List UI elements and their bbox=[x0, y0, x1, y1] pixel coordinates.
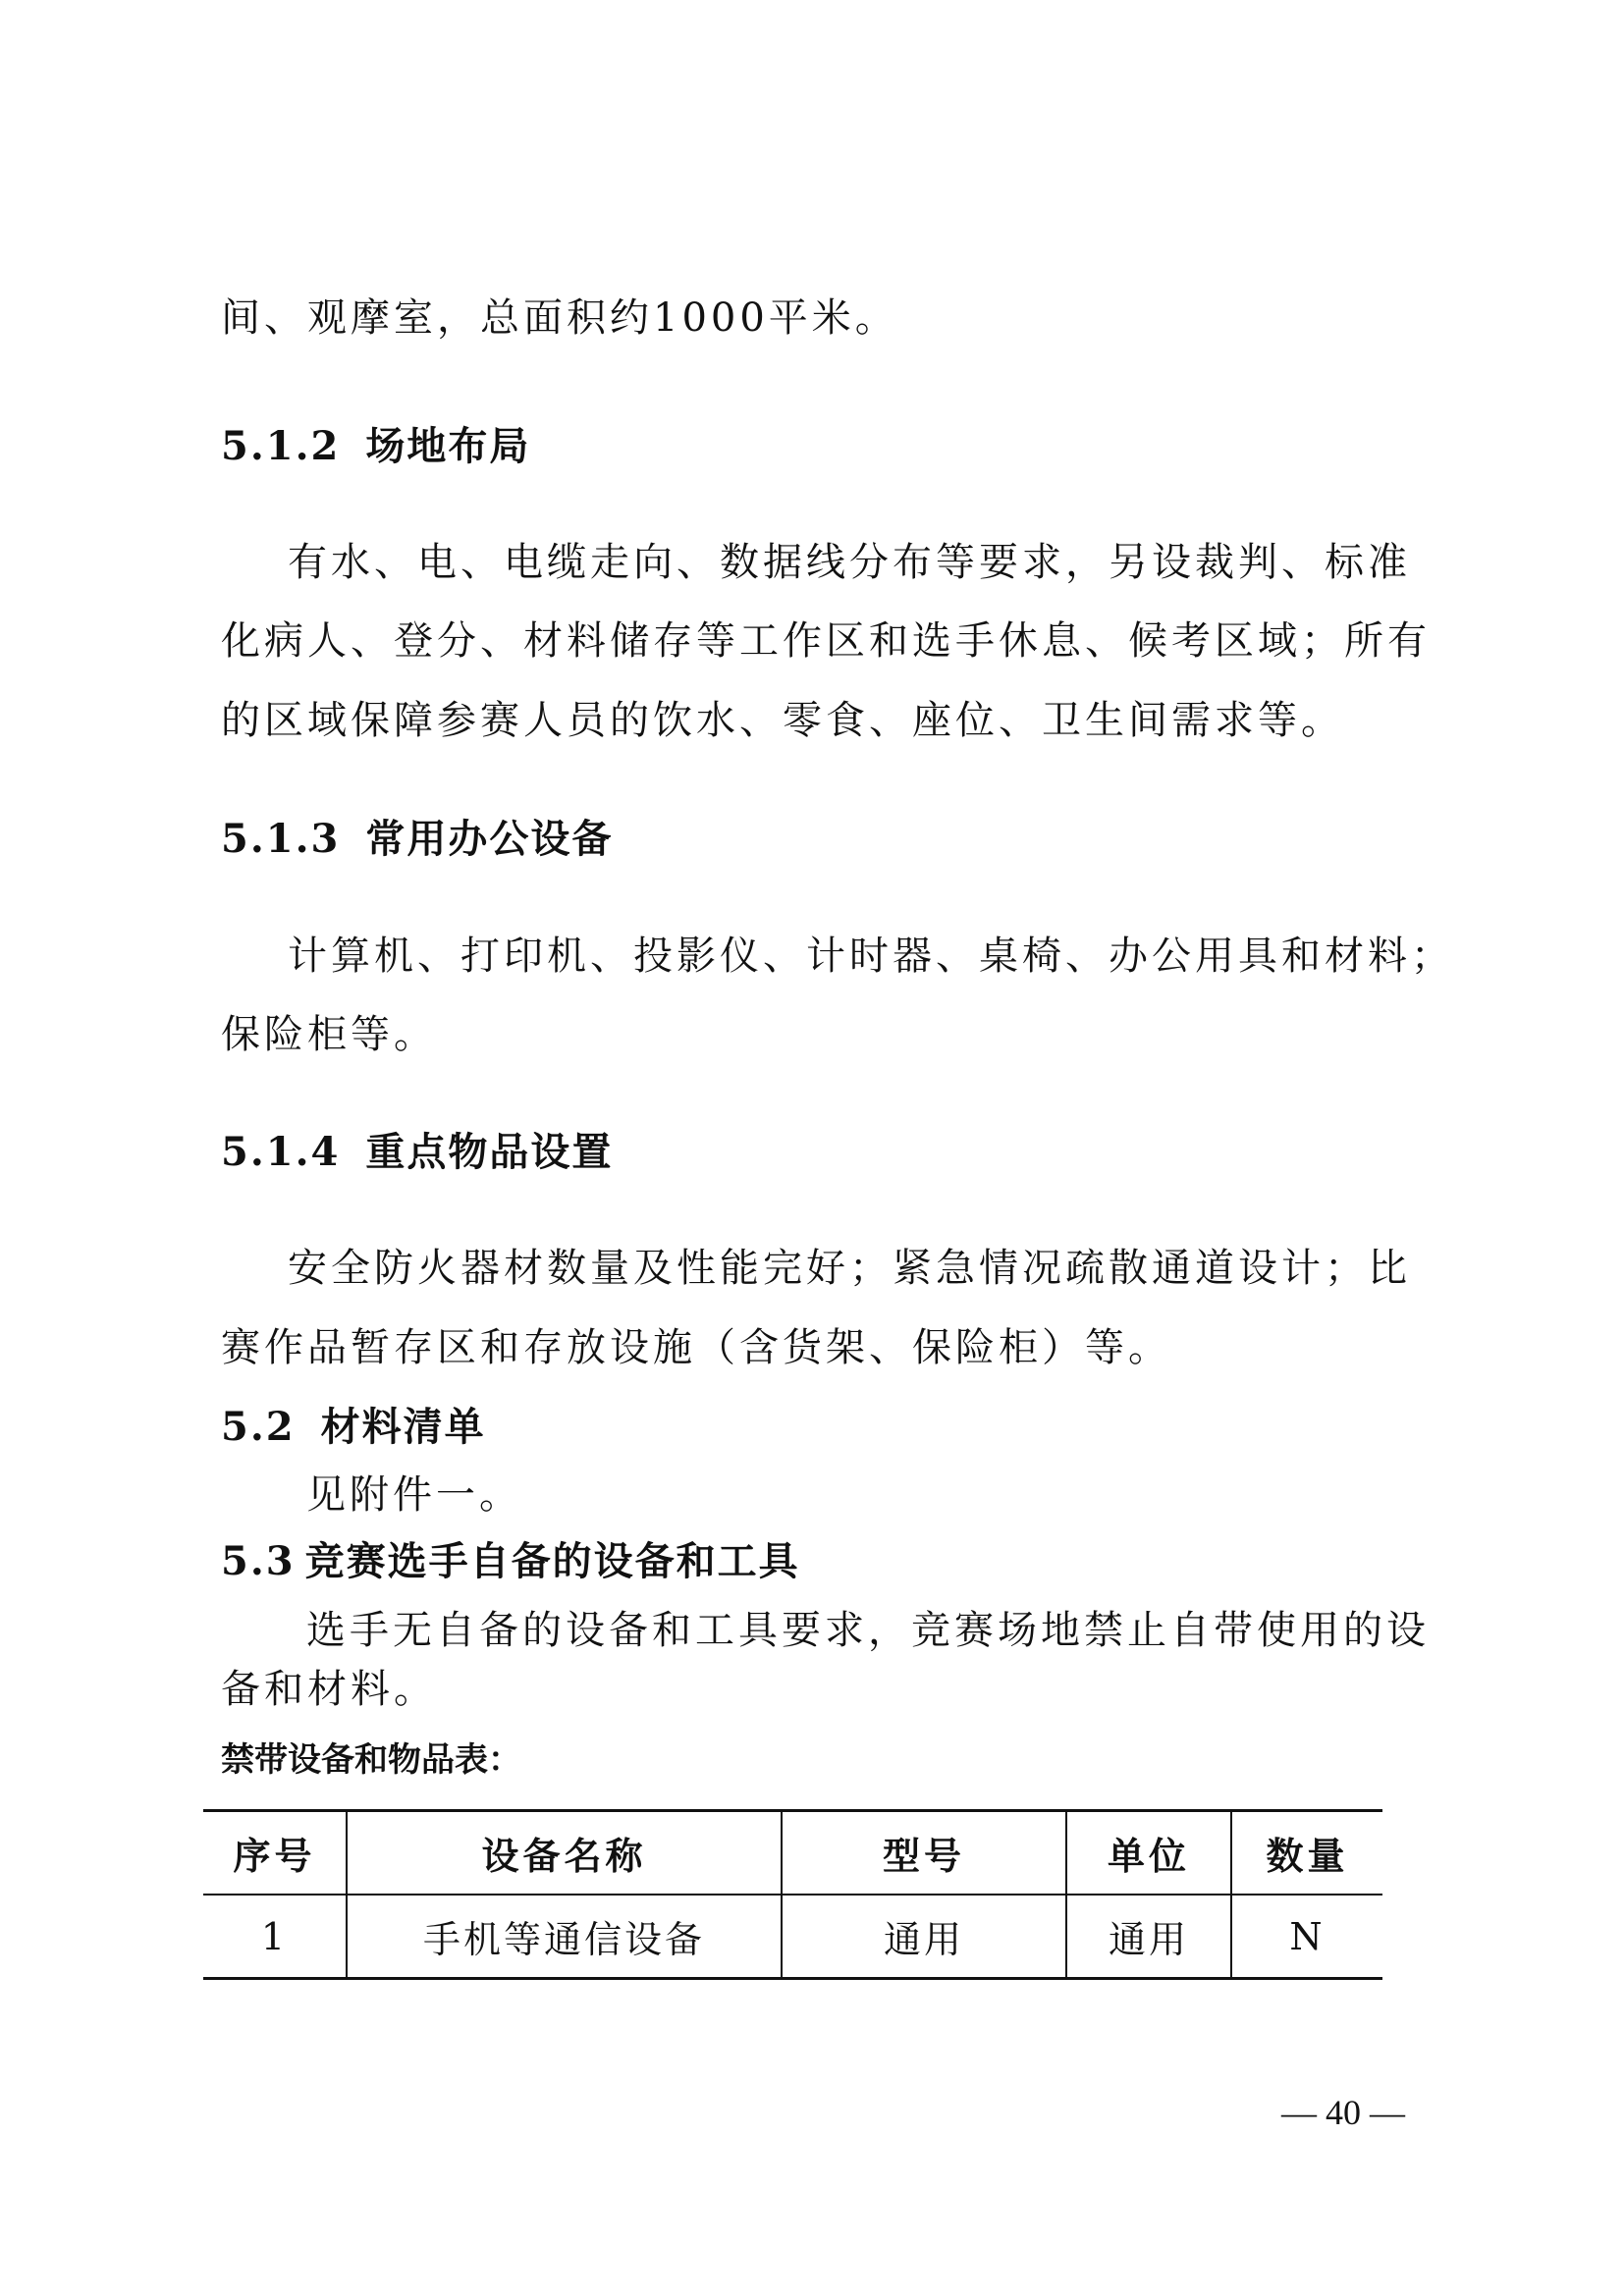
paragraph-line: 的区域保障参赛人员的饮水、零食、座位、卫生间需求等。 bbox=[221, 698, 1344, 743]
paragraph-line: 赛作品暂存区和存放设施（含货架、保险柜）等。 bbox=[221, 1325, 1171, 1370]
table-caption: 禁带设备和物品表： bbox=[221, 1740, 521, 1780]
paragraph-line: 化病人、登分、材料储存等工作区和选手休息、候考区域；所有 bbox=[221, 618, 1431, 664]
section-heading-5-1-2 bbox=[221, 423, 530, 470]
page-number: — 40 — bbox=[1281, 2093, 1405, 2132]
paragraph-line: 间、观摩室，总面积约1000平米。 bbox=[221, 295, 898, 341]
section-number: 5.1.4 bbox=[221, 1129, 341, 1175]
column-header-model: 型号 bbox=[782, 1811, 1066, 1896]
table-cell: 1 bbox=[260, 1914, 289, 1958]
paragraph-line: 保险柜等。 bbox=[221, 1012, 437, 1057]
paragraph-line: 见附件一。 bbox=[306, 1472, 522, 1518]
section-number: 5.2 bbox=[221, 1404, 296, 1450]
table-header-row bbox=[203, 1811, 1382, 1896]
section-number: 5.3 bbox=[221, 1538, 296, 1584]
table-row bbox=[203, 1895, 1382, 1979]
paragraph-line: 选手无自备的设备和工具要求，竞赛场地禁止自带使用的设 bbox=[306, 1608, 1430, 1653]
paragraph-line: 安全防火器材数量及性能完好；紧急情况疏散通道设计；比 bbox=[288, 1246, 1411, 1291]
paragraph-line: 有水、电、电缆走向、数据线分布等要求，另设裁判、标准 bbox=[288, 540, 1411, 585]
paragraph-line: 备和材料。 bbox=[221, 1667, 437, 1712]
column-header-equipment-name: 设备名称 bbox=[347, 1811, 782, 1896]
section-title: 场地布局 bbox=[365, 423, 531, 469]
forbidden-items-table bbox=[203, 1809, 1382, 1980]
section-heading-5-2 bbox=[221, 1404, 486, 1451]
column-header-quantity: 数量 bbox=[1231, 1811, 1382, 1896]
paragraph-line: 计算机、打印机、投影仪、计时器、桌椅、办公用具和材料； bbox=[288, 934, 1454, 979]
section-title: 竞赛选手自备的设备和工具 bbox=[304, 1538, 800, 1584]
table-cell: N bbox=[1231, 1895, 1382, 1979]
section-heading-5-3 bbox=[221, 1538, 800, 1585]
section-title: 材料清单 bbox=[320, 1404, 486, 1450]
section-title: 常用办公设备 bbox=[365, 816, 614, 862]
column-header-unit: 单位 bbox=[1066, 1811, 1231, 1896]
table-cell: 手机等通信设备 bbox=[347, 1895, 782, 1979]
section-number: 5.1.3 bbox=[221, 816, 341, 862]
section-heading-5-1-3 bbox=[221, 816, 613, 863]
section-title: 重点物品设置 bbox=[365, 1129, 614, 1175]
section-heading-5-1-4 bbox=[221, 1129, 613, 1176]
table-cell: 通用 bbox=[1066, 1895, 1231, 1979]
section-number: 5.1.2 bbox=[221, 423, 341, 469]
table-cell: 通用 bbox=[782, 1895, 1066, 1979]
column-header-serial: 序号 bbox=[203, 1811, 347, 1896]
